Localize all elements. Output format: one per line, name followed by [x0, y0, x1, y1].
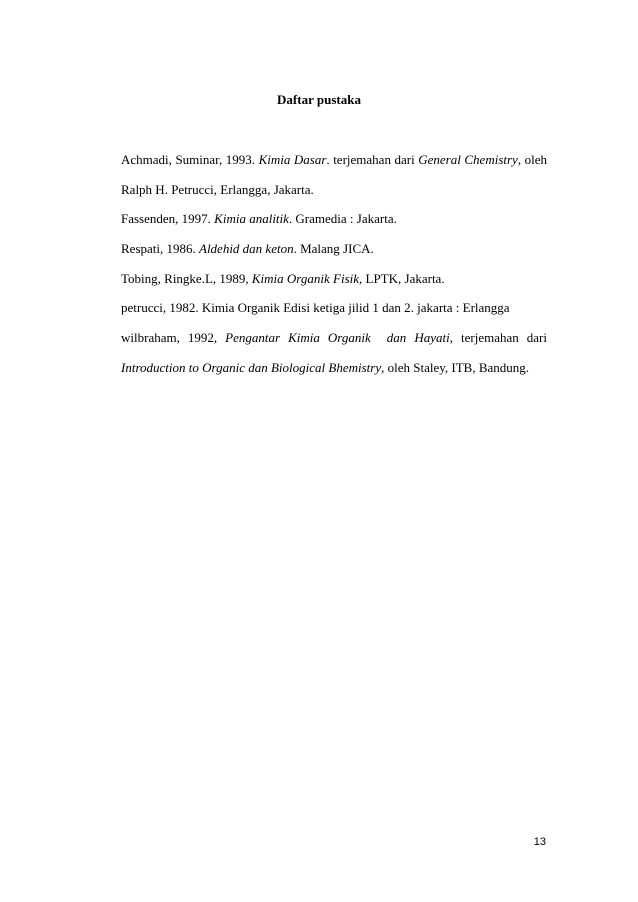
reference-tobing — [121, 271, 547, 287]
reference-text: , terjemahan dari — [449, 330, 547, 345]
reference-achmadi-line-1 — [121, 152, 547, 168]
reference-text: . terjemahan dari — [326, 152, 419, 167]
reference-text: Respati, 1986. — [121, 241, 199, 256]
reference-title-italic: Introduction to Organic dan Biological Bhemistry — [121, 360, 382, 375]
reference-title-italic: Kimia Dasar — [258, 152, 327, 167]
reference-text: Fassenden, 1997. — [121, 211, 215, 226]
reference-petrucci — [121, 300, 547, 316]
reference-text: wilbraham, 1992, — [121, 330, 226, 345]
reference-text: Achmadi, Suminar, 1993. — [121, 152, 259, 167]
reference-wilbraham-line-1 — [121, 330, 547, 346]
reference-text: petrucci, 1982. Kimia Organik Edisi ketiga jilid 1 dan 2. jakarta : Erlangga — [121, 300, 510, 315]
reference-title-italic: Pengantar Kimia Organik dan Hayati — [225, 330, 450, 345]
reference-title-italic: Aldehid dan keton — [199, 241, 294, 256]
page-number: 13 — [533, 836, 546, 848]
reference-achmadi-line-2 — [121, 182, 547, 198]
reference-text: Tobing, Ringke.L, 1989, — [121, 271, 252, 286]
reference-text: , LPTK, Jakarta. — [359, 271, 445, 286]
reference-title-italic: Kimia Organik Fisik — [251, 271, 360, 286]
reference-fassenden — [121, 211, 547, 227]
reference-text: . Gramedia : Jakarta. — [288, 211, 397, 226]
reference-wilbraham-line-2 — [121, 360, 547, 376]
reference-title-italic: Kimia analitik — [214, 211, 289, 226]
reference-respati — [121, 241, 547, 257]
page-title: Daftar pustaka — [277, 92, 361, 107]
reference-text: Ralph H. Petrucci, Erlangga, Jakarta. — [121, 182, 314, 197]
reference-text: , oleh Staley, ITB, Bandung. — [381, 360, 530, 375]
reference-text: . Malang JICA. — [293, 241, 374, 256]
reference-title-italic: General Chemistry — [418, 152, 518, 167]
reference-text: , oleh — [517, 152, 547, 167]
